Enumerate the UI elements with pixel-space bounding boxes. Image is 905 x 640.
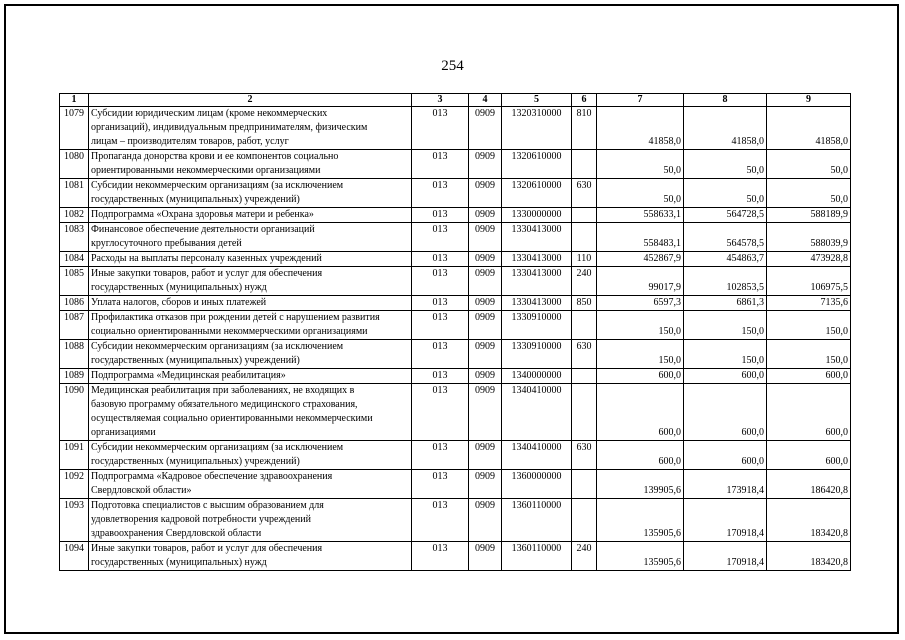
row-number: 1084 <box>60 252 89 267</box>
target-article-code: 1340410000 <box>502 384 572 441</box>
column-header: 3 <box>412 94 469 107</box>
table-row <box>60 384 851 441</box>
column-header: 5 <box>502 94 572 107</box>
ministry-code: 013 <box>412 150 469 179</box>
section-code: 0909 <box>469 470 502 499</box>
amount-col9: 183420,8 <box>767 542 851 571</box>
table-row <box>60 441 851 470</box>
expense-type-code <box>572 470 597 499</box>
ministry-code: 013 <box>412 107 469 150</box>
item-name: Подпрограмма «Медицинская реабилитация» <box>89 369 412 384</box>
section-code: 0909 <box>469 252 502 267</box>
target-article-code: 1320310000 <box>502 107 572 150</box>
target-article-code: 1330413000 <box>502 252 572 267</box>
expense-type-code: 810 <box>572 107 597 150</box>
expense-type-code: 240 <box>572 542 597 571</box>
amount-col9: 150,0 <box>767 340 851 369</box>
expense-type-code: 110 <box>572 252 597 267</box>
amount-col9: 50,0 <box>767 150 851 179</box>
expense-type-code: 630 <box>572 179 597 208</box>
target-article-code: 1320610000 <box>502 179 572 208</box>
table-row <box>60 340 851 369</box>
amount-col8: 600,0 <box>684 384 767 441</box>
amount-col7: 139905,6 <box>597 470 684 499</box>
section-code: 0909 <box>469 384 502 441</box>
item-name: Иные закупки товаров, работ и услуг для обеспечения государственных (муниципальных) нужд <box>89 267 412 296</box>
ministry-code: 013 <box>412 223 469 252</box>
item-name: Подпрограмма «Охрана здоровья матери и ребенка» <box>89 208 412 223</box>
ministry-code: 013 <box>412 179 469 208</box>
target-article-code: 1330000000 <box>502 208 572 223</box>
section-code: 0909 <box>469 267 502 296</box>
expense-type-code: 850 <box>572 296 597 311</box>
amount-col9: 183420,8 <box>767 499 851 542</box>
target-article-code: 1320610000 <box>502 150 572 179</box>
expense-type-code: 240 <box>572 267 597 296</box>
target-article-code: 1340410000 <box>502 441 572 470</box>
item-name: Субсидии некоммерческим организациям (за исключением государственных (муниципальных) учреждений) <box>89 441 412 470</box>
section-code: 0909 <box>469 542 502 571</box>
section-code: 0909 <box>469 296 502 311</box>
table-body <box>60 107 851 571</box>
amount-col7: 150,0 <box>597 340 684 369</box>
table-row <box>60 252 851 267</box>
amount-col7: 135905,6 <box>597 542 684 571</box>
table-row <box>60 150 851 179</box>
expense-type-code <box>572 384 597 441</box>
ministry-code: 013 <box>412 441 469 470</box>
amount-col9: 600,0 <box>767 369 851 384</box>
item-name: Субсидии некоммерческим организациям (за исключением государственных (муниципальных) учреждений) <box>89 340 412 369</box>
column-header: 6 <box>572 94 597 107</box>
section-code: 0909 <box>469 499 502 542</box>
amount-col8: 564578,5 <box>684 223 767 252</box>
table-row <box>60 179 851 208</box>
item-name: Медицинская реабилитация при заболеваниях, не входящих в базовую программу обязательного медицинского страхования, осуществляемая социально ориентированными некоммерческими организациями <box>89 384 412 441</box>
amount-col7: 452867,9 <box>597 252 684 267</box>
amount-col8: 50,0 <box>684 179 767 208</box>
target-article-code: 1360000000 <box>502 470 572 499</box>
item-name: Подпрограмма «Кадровое обеспечение здравоохранения Свердловской области» <box>89 470 412 499</box>
ministry-code: 013 <box>412 542 469 571</box>
item-name: Финансовое обеспечение деятельности организаций круглосуточного пребывания детей <box>89 223 412 252</box>
expense-type-code <box>572 311 597 340</box>
row-number: 1080 <box>60 150 89 179</box>
table-row <box>60 208 851 223</box>
section-code: 0909 <box>469 340 502 369</box>
amount-col7: 600,0 <box>597 441 684 470</box>
budget-table <box>59 93 851 571</box>
amount-col9: 588189,9 <box>767 208 851 223</box>
section-code: 0909 <box>469 107 502 150</box>
expense-type-code <box>572 208 597 223</box>
ministry-code: 013 <box>412 470 469 499</box>
row-number: 1079 <box>60 107 89 150</box>
row-number: 1082 <box>60 208 89 223</box>
amount-col8: 564728,5 <box>684 208 767 223</box>
ministry-code: 013 <box>412 499 469 542</box>
section-code: 0909 <box>469 369 502 384</box>
row-number: 1085 <box>60 267 89 296</box>
target-article-code: 1360110000 <box>502 542 572 571</box>
row-number: 1093 <box>60 499 89 542</box>
row-number: 1087 <box>60 311 89 340</box>
table-row <box>60 311 851 340</box>
table-row <box>60 499 851 542</box>
amount-col9: 7135,6 <box>767 296 851 311</box>
row-number: 1089 <box>60 369 89 384</box>
ministry-code: 013 <box>412 340 469 369</box>
expense-type-code <box>572 369 597 384</box>
table-header-row <box>60 94 851 107</box>
amount-col8: 600,0 <box>684 369 767 384</box>
ministry-code: 013 <box>412 384 469 441</box>
column-header: 8 <box>684 94 767 107</box>
amount-col9: 600,0 <box>767 384 851 441</box>
column-header: 4 <box>469 94 502 107</box>
amount-col8: 50,0 <box>684 150 767 179</box>
target-article-code: 1340000000 <box>502 369 572 384</box>
table-row <box>60 223 851 252</box>
row-number: 1091 <box>60 441 89 470</box>
item-name: Пропаганда донорства крови и ее компонентов социально ориентированными некоммерческими организациями <box>89 150 412 179</box>
ministry-code: 013 <box>412 369 469 384</box>
amount-col7: 600,0 <box>597 369 684 384</box>
expense-type-code: 630 <box>572 441 597 470</box>
amount-col9: 106975,5 <box>767 267 851 296</box>
row-number: 1088 <box>60 340 89 369</box>
row-number: 1081 <box>60 179 89 208</box>
amount-col9: 186420,8 <box>767 470 851 499</box>
table-row <box>60 470 851 499</box>
target-article-code: 1330413000 <box>502 267 572 296</box>
item-name: Уплата налогов, сборов и иных платежей <box>89 296 412 311</box>
amount-col9: 588039,9 <box>767 223 851 252</box>
section-code: 0909 <box>469 179 502 208</box>
column-header: 7 <box>597 94 684 107</box>
table-row <box>60 296 851 311</box>
amount-col7: 50,0 <box>597 150 684 179</box>
section-code: 0909 <box>469 208 502 223</box>
row-number: 1083 <box>60 223 89 252</box>
expense-type-code: 630 <box>572 340 597 369</box>
amount-col9: 600,0 <box>767 441 851 470</box>
amount-col8: 150,0 <box>684 311 767 340</box>
amount-col7: 150,0 <box>597 311 684 340</box>
amount-col8: 173918,4 <box>684 470 767 499</box>
amount-col8: 170918,4 <box>684 499 767 542</box>
ministry-code: 013 <box>412 267 469 296</box>
amount-col8: 41858,0 <box>684 107 767 150</box>
item-name: Расходы на выплаты персоналу казенных учреждений <box>89 252 412 267</box>
section-code: 0909 <box>469 441 502 470</box>
amount-col8: 600,0 <box>684 441 767 470</box>
expense-type-code <box>572 150 597 179</box>
table-row <box>60 369 851 384</box>
section-code: 0909 <box>469 150 502 179</box>
amount-col7: 558633,1 <box>597 208 684 223</box>
amount-col8: 454863,7 <box>684 252 767 267</box>
page-number: 254 <box>441 58 464 74</box>
section-code: 0909 <box>469 223 502 252</box>
amount-col7: 600,0 <box>597 384 684 441</box>
amount-col8: 150,0 <box>684 340 767 369</box>
row-number: 1086 <box>60 296 89 311</box>
amount-col9: 41858,0 <box>767 107 851 150</box>
table-row <box>60 107 851 150</box>
amount-col8: 102853,5 <box>684 267 767 296</box>
row-number: 1090 <box>60 384 89 441</box>
row-number: 1092 <box>60 470 89 499</box>
amount-col9: 473928,8 <box>767 252 851 267</box>
amount-col7: 41858,0 <box>597 107 684 150</box>
row-number: 1094 <box>60 542 89 571</box>
amount-col7: 135905,6 <box>597 499 684 542</box>
expense-type-code <box>572 499 597 542</box>
column-header: 9 <box>767 94 851 107</box>
amount-col9: 50,0 <box>767 179 851 208</box>
amount-col7: 50,0 <box>597 179 684 208</box>
item-name: Профилактика отказов при рождении детей с нарушением развития социально ориентированными некоммерческими организациями <box>89 311 412 340</box>
target-article-code: 1330910000 <box>502 340 572 369</box>
target-article-code: 1330910000 <box>502 311 572 340</box>
target-article-code: 1330413000 <box>502 223 572 252</box>
target-article-code: 1360110000 <box>502 499 572 542</box>
table-row <box>60 542 851 571</box>
target-article-code: 1330413000 <box>502 296 572 311</box>
item-name: Субсидии юридическим лицам (кроме некоммерческих организаций), индивидуальным предпринимателям, физическим лицам – производителям товаров, работ, услуг <box>89 107 412 150</box>
amount-col7: 99017,9 <box>597 267 684 296</box>
expense-type-code <box>572 223 597 252</box>
section-code: 0909 <box>469 311 502 340</box>
item-name: Подготовка специалистов с высшим образованием для удовлетворения кадровой потребности учреждений здравоохранения Свердловской области <box>89 499 412 542</box>
ministry-code: 013 <box>412 208 469 223</box>
amount-col9: 150,0 <box>767 311 851 340</box>
item-name: Субсидии некоммерческим организациям (за исключением государственных (муниципальных) учреждений) <box>89 179 412 208</box>
amount-col7: 558483,1 <box>597 223 684 252</box>
table-row <box>60 267 851 296</box>
item-name: Иные закупки товаров, работ и услуг для обеспечения государственных (муниципальных) нужд <box>89 542 412 571</box>
amount-col8: 170918,4 <box>684 542 767 571</box>
ministry-code: 013 <box>412 296 469 311</box>
ministry-code: 013 <box>412 311 469 340</box>
column-header: 2 <box>89 94 412 107</box>
amount-col8: 6861,3 <box>684 296 767 311</box>
amount-col7: 6597,3 <box>597 296 684 311</box>
ministry-code: 013 <box>412 252 469 267</box>
column-header: 1 <box>60 94 89 107</box>
